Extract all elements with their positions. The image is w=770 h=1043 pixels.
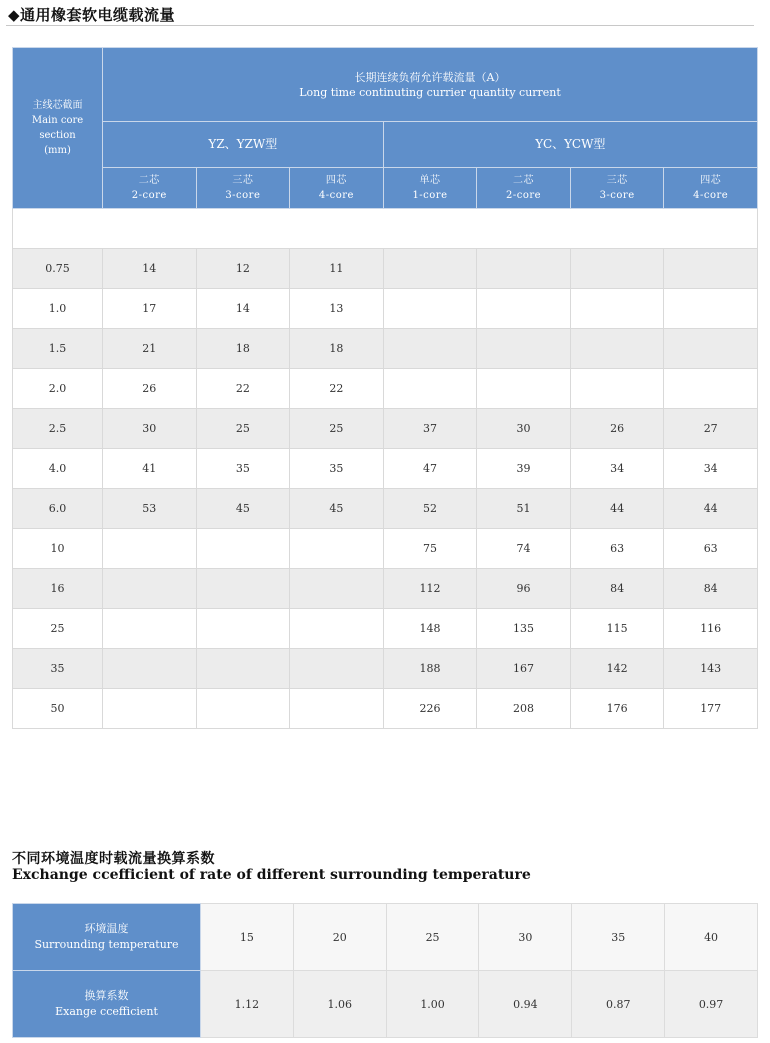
core-header xyxy=(664,168,758,209)
current-cell: 12 xyxy=(196,249,290,289)
current-cell xyxy=(570,369,664,409)
current-cell xyxy=(570,329,664,369)
section-header-en1: Main core xyxy=(31,115,84,126)
section-cell: 1.5 xyxy=(13,329,103,369)
current-group-header xyxy=(103,48,758,122)
section-cell: 2.0 xyxy=(13,369,103,409)
current-cell: 96 xyxy=(477,569,571,609)
current-cell: 47 xyxy=(383,449,477,489)
current-group-header-en: Long time continuting currier quantity current xyxy=(299,85,561,99)
current-cell xyxy=(196,689,290,729)
core-header-en: 1-core xyxy=(412,190,448,201)
current-cell: 14 xyxy=(196,289,290,329)
table-row xyxy=(13,569,758,609)
current-cell xyxy=(664,329,758,369)
core-header xyxy=(196,168,290,209)
temperature-row-label xyxy=(13,904,201,971)
table-row xyxy=(13,249,758,289)
current-cell: 177 xyxy=(664,689,758,729)
table-row xyxy=(13,649,758,689)
section-cell: 10 xyxy=(13,529,103,569)
current-cell: 116 xyxy=(664,609,758,649)
current-cell: 34 xyxy=(570,449,664,489)
current-cell: 74 xyxy=(477,529,571,569)
temperature-cell: 25 xyxy=(386,904,479,971)
current-cell: 148 xyxy=(383,609,477,649)
temperature-table xyxy=(12,903,758,1038)
current-cell: 39 xyxy=(477,449,571,489)
core-header xyxy=(477,168,571,209)
table-row xyxy=(13,529,758,569)
section-cell: 0.75 xyxy=(13,249,103,289)
current-cell: 21 xyxy=(103,329,197,369)
current-cell xyxy=(196,609,290,649)
coefficient-label-cn: 换算系数 xyxy=(84,989,129,1002)
coefficient-cell: 1.06 xyxy=(293,971,386,1038)
current-cell: 22 xyxy=(196,369,290,409)
current-cell: 27 xyxy=(664,409,758,449)
current-cell xyxy=(570,249,664,289)
current-cell: 53 xyxy=(103,489,197,529)
coefficient-cell: 0.97 xyxy=(665,971,758,1038)
current-cell xyxy=(664,289,758,329)
section-header xyxy=(13,48,103,209)
current-cell: 35 xyxy=(196,449,290,489)
current-cell: 176 xyxy=(570,689,664,729)
header-spacer xyxy=(13,209,758,249)
current-cell xyxy=(664,249,758,289)
current-cell xyxy=(290,689,384,729)
current-cell: 25 xyxy=(290,409,384,449)
current-group-header-cn: 长期连续负荷允许载流量（A） xyxy=(354,70,506,84)
table-row xyxy=(13,449,758,489)
current-cell: 84 xyxy=(570,569,664,609)
current-cell xyxy=(290,569,384,609)
table-row xyxy=(13,329,758,369)
section-header-cn: 主线芯截面 xyxy=(32,100,83,111)
current-cell xyxy=(477,369,571,409)
core-header-cn: 三芯 xyxy=(606,175,628,186)
current-cell: 115 xyxy=(570,609,664,649)
current-cell: 30 xyxy=(477,409,571,449)
temperature-label-cn: 环境温度 xyxy=(84,922,129,935)
temperature-cell: 35 xyxy=(572,904,665,971)
current-cell: 75 xyxy=(383,529,477,569)
section-cell: 35 xyxy=(13,649,103,689)
core-header-cn: 单芯 xyxy=(419,175,441,186)
coefficient-cell: 1.12 xyxy=(201,971,294,1038)
current-cell xyxy=(477,249,571,289)
current-cell: 34 xyxy=(664,449,758,489)
section-cell: 1.0 xyxy=(13,289,103,329)
current-cell xyxy=(383,329,477,369)
current-cell xyxy=(196,649,290,689)
current-cell: 142 xyxy=(570,649,664,689)
current-cell xyxy=(103,689,197,729)
core-header-cn: 二芯 xyxy=(513,175,535,186)
core-header-en: 4-core xyxy=(693,190,729,201)
core-header xyxy=(290,168,384,209)
current-cell: 22 xyxy=(290,369,384,409)
current-cell xyxy=(103,609,197,649)
table-row xyxy=(13,609,758,649)
title-divider xyxy=(6,25,754,26)
current-cell: 37 xyxy=(383,409,477,449)
core-header xyxy=(103,168,197,209)
core-header-cn: 四芯 xyxy=(325,175,347,186)
current-cell: 167 xyxy=(477,649,571,689)
current-cell: 208 xyxy=(477,689,571,729)
current-cell: 112 xyxy=(383,569,477,609)
current-cell: 44 xyxy=(664,489,758,529)
temperature-title-en: Exchange ccefficient of rate of different surrounding temperature xyxy=(12,867,531,883)
current-cell xyxy=(290,649,384,689)
table-row xyxy=(13,369,758,409)
current-cell: 45 xyxy=(290,489,384,529)
core-header-en: 2-core xyxy=(506,190,542,201)
coefficient-cell: 0.87 xyxy=(572,971,665,1038)
section-cell: 16 xyxy=(13,569,103,609)
current-cell xyxy=(196,569,290,609)
current-cell xyxy=(290,529,384,569)
current-cell: 18 xyxy=(290,329,384,369)
current-cell: 84 xyxy=(664,569,758,609)
section-header-en2: section xyxy=(39,130,76,141)
current-cell: 13 xyxy=(290,289,384,329)
coefficient-label-en: Exange ccefficient xyxy=(55,1005,158,1018)
core-header-en: 3-core xyxy=(225,190,261,201)
core-header xyxy=(383,168,477,209)
section-header-unit: (mm) xyxy=(44,145,71,156)
current-cell: 45 xyxy=(196,489,290,529)
current-cell xyxy=(103,569,197,609)
current-cell: 51 xyxy=(477,489,571,529)
current-cell: 143 xyxy=(664,649,758,689)
yc-group-header: YC、YCW型 xyxy=(383,122,757,168)
table-row xyxy=(13,289,758,329)
section-cell: 50 xyxy=(13,689,103,729)
core-header-en: 4-core xyxy=(318,190,354,201)
current-cell xyxy=(664,369,758,409)
core-header-cn: 二芯 xyxy=(138,175,160,186)
core-header-en: 2-core xyxy=(131,190,167,201)
core-header-cn: 三芯 xyxy=(232,175,254,186)
current-cell xyxy=(290,609,384,649)
table-row xyxy=(13,689,758,729)
temperature-cell: 40 xyxy=(665,904,758,971)
temperature-cell: 20 xyxy=(293,904,386,971)
temperature-cell: 15 xyxy=(201,904,294,971)
current-cell: 14 xyxy=(103,249,197,289)
current-cell xyxy=(570,289,664,329)
temperature-cell: 30 xyxy=(479,904,572,971)
current-cell xyxy=(383,369,477,409)
current-cell xyxy=(196,529,290,569)
current-cell: 63 xyxy=(664,529,758,569)
current-cell: 30 xyxy=(103,409,197,449)
section-cell: 25 xyxy=(13,609,103,649)
current-cell xyxy=(477,329,571,369)
current-cell xyxy=(477,289,571,329)
coefficient-cell: 0.94 xyxy=(479,971,572,1038)
current-cell: 17 xyxy=(103,289,197,329)
current-cell: 25 xyxy=(196,409,290,449)
current-cell: 52 xyxy=(383,489,477,529)
current-cell: 226 xyxy=(383,689,477,729)
current-cell: 26 xyxy=(103,369,197,409)
current-cell: 188 xyxy=(383,649,477,689)
current-cell: 35 xyxy=(290,449,384,489)
current-cell: 26 xyxy=(570,409,664,449)
current-cell: 135 xyxy=(477,609,571,649)
temperature-title-cn: 不同环境温度时载流量换算系数 xyxy=(12,851,215,867)
core-header-cn: 四芯 xyxy=(700,175,722,186)
current-cell xyxy=(103,649,197,689)
yz-group-header: YZ、YZW型 xyxy=(103,122,384,168)
current-cell: 41 xyxy=(103,449,197,489)
table-row xyxy=(13,409,758,449)
current-cell xyxy=(103,529,197,569)
temperature-label-en: Surrounding temperature xyxy=(34,938,179,951)
coefficient-row-label xyxy=(13,971,201,1038)
core-header-en: 3-core xyxy=(599,190,635,201)
current-cell: 11 xyxy=(290,249,384,289)
section-cell: 2.5 xyxy=(13,409,103,449)
current-cell: 63 xyxy=(570,529,664,569)
ampacity-table xyxy=(12,47,758,729)
current-cell xyxy=(383,289,477,329)
current-cell xyxy=(383,249,477,289)
section-cell: 6.0 xyxy=(13,489,103,529)
page-title: ◆通用橡套软电缆载流量 xyxy=(8,6,176,24)
coefficient-cell: 1.00 xyxy=(386,971,479,1038)
section-cell: 4.0 xyxy=(13,449,103,489)
table-row xyxy=(13,489,758,529)
current-cell: 18 xyxy=(196,329,290,369)
current-cell: 44 xyxy=(570,489,664,529)
core-header xyxy=(570,168,664,209)
